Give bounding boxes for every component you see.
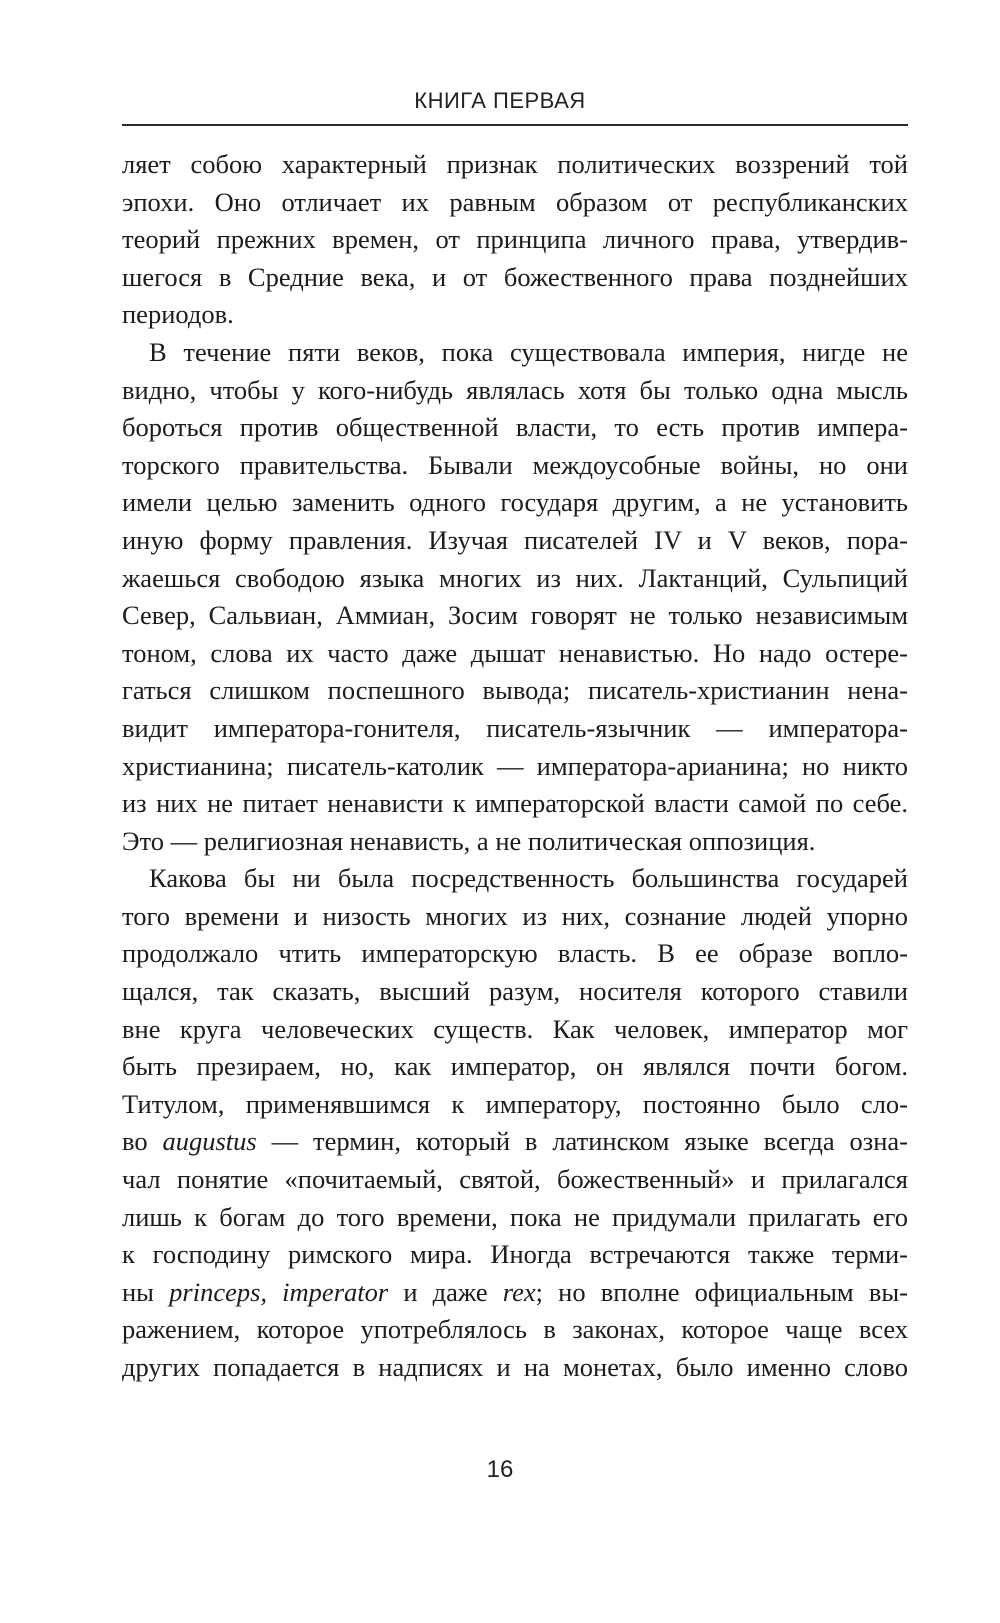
text-line: эпохи. Оно отличает их равным образом от республиканских — [122, 186, 908, 217]
line-middle: и даже — [388, 1276, 503, 1307]
running-head: КНИГА ПЕРВАЯ — [414, 88, 586, 113]
text-line: ляет собою характерный признак политических воззрений той — [122, 149, 908, 179]
latin-term-princeps-imperator: princeps, imperator — [169, 1276, 389, 1307]
text-line: шегося в Средние века, и от божественного права позднейших — [122, 261, 908, 292]
page-number: 16 — [486, 1456, 514, 1483]
line-prefix: ны — [122, 1276, 170, 1307]
text-line-augustus — [122, 1123, 908, 1161]
text-line: христианина; писатель-католик — императора-арианина; но никто — [122, 750, 908, 781]
text-line: из них не питает ненависти к императорской власти самой по себе. — [122, 788, 908, 819]
header-rule — [122, 124, 908, 126]
text-line: Это — религиозная ненависть, а не политическая оппозиция. — [122, 825, 816, 856]
text-line: других попадается в надписях и на монетах, было именно слово — [122, 1352, 908, 1382]
text-line: теорий прежних времен, от принципа личного права, утвердив- — [122, 224, 908, 255]
text-line: быть презираем, но, как император, он являлся почти богом. — [122, 1051, 908, 1082]
text-line: Север, Сальвиан, Аммиан, Зосим говорят не только независимым — [122, 600, 908, 631]
text-line: жаешься свободою языка многих из них. Лактанций, Сульпиций — [122, 562, 908, 593]
line-prefix: во — [122, 1126, 163, 1157]
text-line: видно, чтобы у кого-нибудь являлась хотя бы только одна мысль — [122, 374, 908, 405]
line-rest: ; но вполне официальным вы- — [535, 1276, 908, 1307]
text-line: тоном, слова их часто даже дышат ненавистью. Но надо остере- — [122, 637, 908, 668]
text-line: бороться против общественной власти, то есть против импера- — [122, 412, 908, 443]
text-line: лишь к богам до того времени, пока не придумали прилагать его — [122, 1201, 908, 1232]
text-line: вне круга человеческих существ. Как человек, император мог — [122, 1013, 908, 1044]
text-line: чал понятие «почитаемый, святой, божественный» и прилагался — [122, 1164, 908, 1195]
text-line: иную форму правления. Изучая писателей IV и V веков, пора- — [122, 524, 908, 555]
text-line: продолжало чтить императорскую власть. В ее образе вопло- — [122, 938, 908, 969]
body-text — [122, 146, 908, 1387]
text-line: Какова бы ни была посредственность большинства государей — [149, 863, 908, 894]
latin-term-rex: rex — [502, 1276, 536, 1307]
text-line: периодов. — [122, 299, 234, 330]
text-line: В течение пяти веков, пока существовала империя, нигде не — [149, 336, 908, 367]
line-rest: — термин, который в латинском языке всегда озна- — [256, 1126, 908, 1157]
text-line: Титулом, применявшимся к императору, постоянно было сло- — [122, 1088, 908, 1119]
text-line: того времени и низость многих из них, сознание людей упорно — [122, 900, 908, 931]
text-line: щался, так сказать, высший разум, носителя которого ставили — [122, 976, 908, 1007]
latin-term-augustus: augustus — [162, 1126, 257, 1157]
text-line: гаться слишком поспешного вывода; писатель-христианин нена- — [122, 675, 908, 706]
text-line-terms — [122, 1274, 908, 1312]
text-line: имели целью заменить одного государя другим, а не установить — [122, 487, 908, 518]
text-line: к господину римского мира. Иногда встречаются также терми- — [122, 1239, 908, 1270]
text-line: ражением, которое употреблялось в законах, которое чаще всех — [122, 1314, 908, 1345]
text-line: видит императора-гонителя, писатель-язычник — императора- — [122, 712, 908, 743]
text-line: торского правительства. Бывали междоусобные войны, но они — [122, 449, 908, 480]
